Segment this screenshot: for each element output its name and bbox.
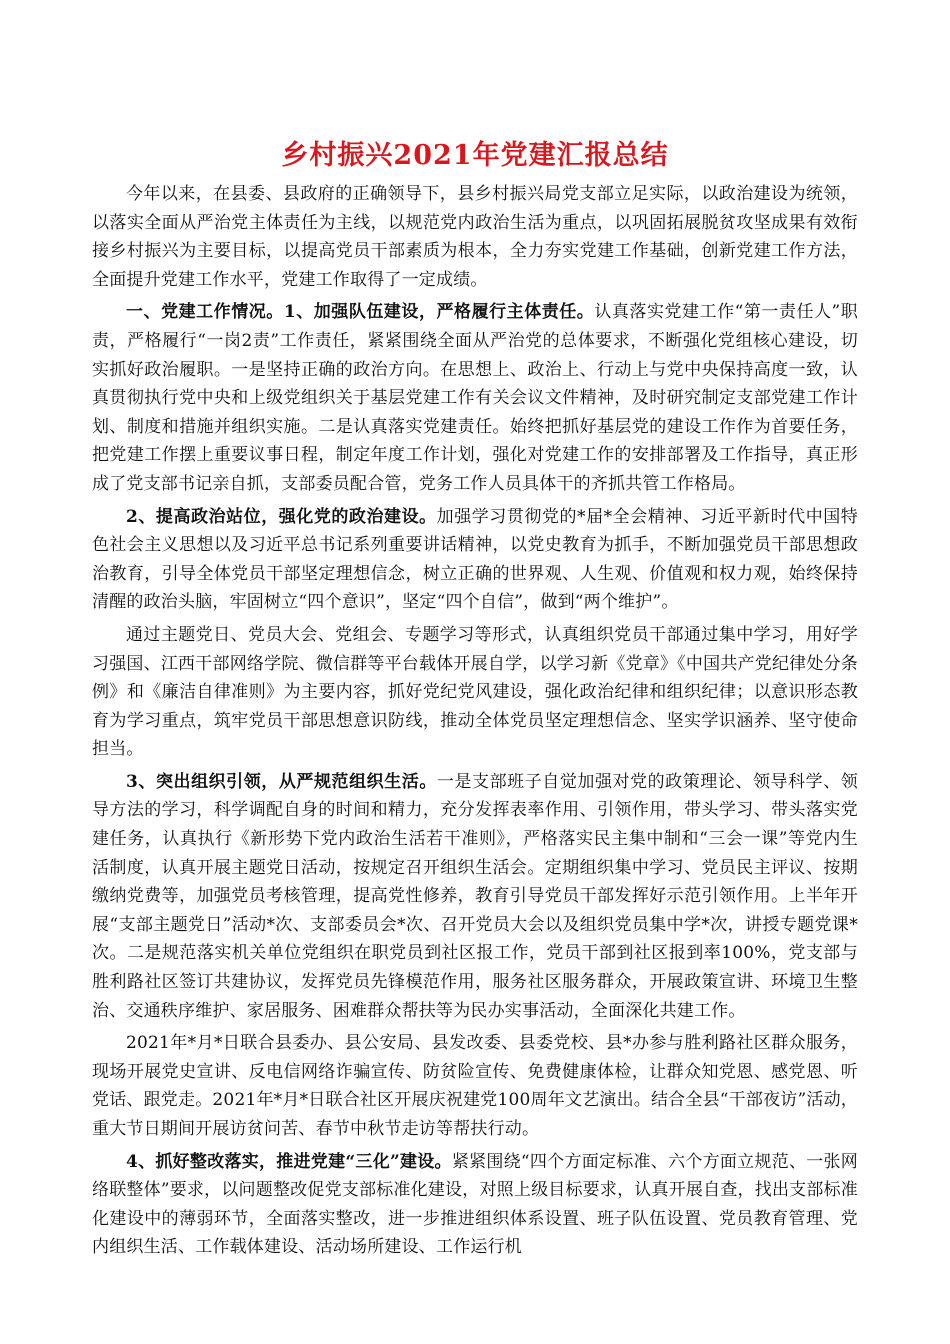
paragraph-section-2	[92, 503, 858, 617]
paragraph-text: 今年以来，在县委、县政府的正确领导下，县乡村振兴局党支部立足实际，以政治建设为统领，以落实全面从严治党主体责任为主线，以规范党内政治生活为重点，以巩固拓展脱贫攻坚成果有效衔接乡村振兴为主要目标，以提高党员干部素质为根本，全力夯实党建工作基础，创新党建工作方法，全面提升党建工作水平，党建工作取得了一定成绩。	[92, 184, 858, 290]
paragraph-text: 一是支部班子自觉加强对党的政策理论、领导科学、领导方法的学习，科学调配自身的时间和精力，充分发挥表率作用、引领作用，带头学习、带头落实党建任务，认真执行《新形势下党内政治生活若干准则》，严格落实民主集中制和“三会一课”等党内生活制度，认真开展主题党日活动，按规定召开组织生活会。定期组织集中学习、党员民主评议、按期缴纳党费等，加强党员考核管理，提高党性修养，教育引导党员干部发挥好示范引领作用。上半年开展“支部主题党日”活动*次、支部委员会*次、召开党员大会以及组织党员集中学*次，讲授专题党课*次。二是规范落实机关单位党组织在职党员到社区报工作，党员干部到社区报到率100%，党支部与胜利路社区签订共建协议，发挥党员先锋模范作用，服务社区服务群众，开展政策宣讲、环境卫生整治、交通秩序维护、家居服务、困难群众帮扶等为民办实事活动，全面深化共建工作。	[92, 771, 858, 1021]
paragraph-section-4	[92, 1148, 858, 1262]
paragraph-intro	[92, 180, 858, 294]
section-heading: 4、抓好整改落实，推进党建“三化”建设。	[126, 1151, 452, 1172]
paragraph-community	[92, 1029, 858, 1143]
paragraph-text: 2021年*月*日联合县委办、县公安局、县发改委、县委党校、县*办参与胜利路社区群众服务，现场开展党史宣讲、反电信网络诈骗宣传、防贫险宣传、免费健康体检，让群众知党恩、感党恩、听党话、跟党走。2021年*月*日联合社区开展庆祝建党100周年文艺演出。结合全县“干部夜访”活动，重大节日期间开展访贫问苦、春节中秋节走访等帮扶行动。	[92, 1033, 858, 1139]
paragraph-section-1	[92, 298, 858, 498]
section-heading: 2、提高政治站位，强化党的政治建设。	[126, 506, 437, 527]
section-heading: 一、党建工作情况。1、加强队伍建设，严格履行主体责任。	[126, 302, 595, 323]
paragraph-text: 认真落实党建工作“第一责任人”职责，严格履行“一岗2责”工作责任，紧紧围绕全面从严治党的总体要求，不断强化党组核心建设，切实抓好政治履职。一是坚持正确的政治方向。在思想上、政治上、行动上与党中央保持高度一致，认真贯彻执行党中央和上级党组织关于基层党建工作有关会议文件精神，及时研究制定支部党建工作计划、制度和措施并组织实施。二是认真落实党建责任。始终把抓好基层党的建设工作作为首要任务，把党建工作摆上重要议事日程，制定年度工作计划，强化对党建工作的安排部署及工作指导，真正形成了党支部书记亲自抓，支部委员配合管，党务工作人员具体干的齐抓共管工作格局。	[92, 302, 858, 494]
paragraph-section-3	[92, 768, 858, 1025]
document-title: 乡村振兴2021年党建汇报总结	[281, 140, 669, 171]
paragraph-text: 紧紧围绕“四个方面定标准、六个方面立规范、一张网络联整体”要求，以问题整改促党支部标准化建设，对照上级目标要求，认真开展自查，找出支部标准化建设中的薄弱环节，全面落实整改，进一步推进组织体系设置、班子队伍设置、党员教育管理、党内组织生活、工作载体建设、活动场所建设、工作运行机	[92, 1151, 858, 1258]
paragraph-study	[92, 621, 858, 764]
paragraph-text: 通过主题党日、党员大会、党组会、专题学习等形式，认真组织党员干部通过集中学习，用好学习强国、江西干部网络学院、微信群等平台载体开展自学，以学习新《党章》《中国共产党纪律处分条例》和《廉洁自律准则》为主要内容，抓好党纪党风建设，强化政治纪律和组织纪律；以意识形态教育为学习重点，筑牢党员干部思想意识防线，推动全体党员坚定理想信念、坚实学识涵养、坚守使命担当。	[92, 624, 858, 760]
section-heading: 3、突出组织引领，从严规范组织生活。	[126, 771, 437, 792]
paragraph-text: 加强学习贯彻党的*届*全会精神、习近平新时代中国特色社会主义思想以及习近平总书记系列重要讲话精神，以党史教育为抓手，不断加强党员干部思想政治教育，引导全体党员干部坚定理想信念，树立正确的世界观、人生观、价值观和权力观，始终保持清醒的政治头脑，牢固树立“四个意识”，坚定“四个自信”，做到“两个维护”。	[92, 506, 858, 613]
